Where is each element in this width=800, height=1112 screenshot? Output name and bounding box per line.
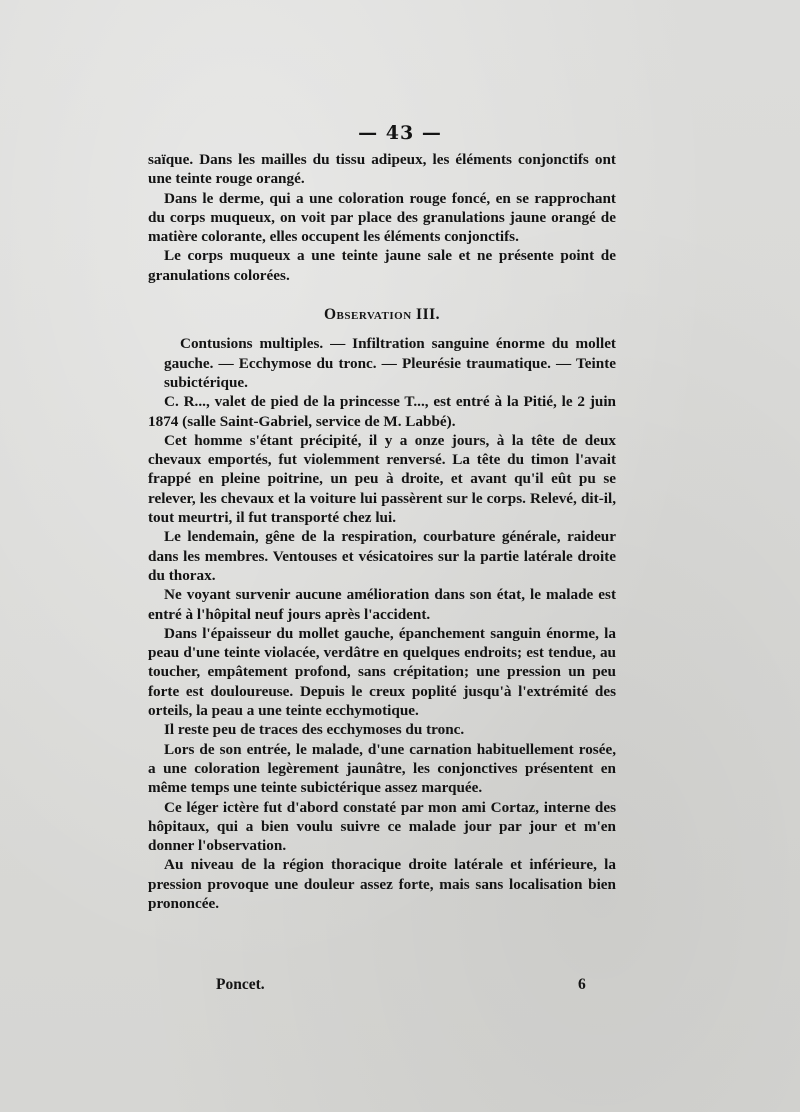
observation-summary: Contusions multiples. — Infiltration sanguine énorme du mollet gauche. — Ecchymose du tronc. — Pleurésie traumatique. — Teinte subictérique. <box>164 335 616 391</box>
paragraph: Le corps muqueux a une teinte jaune sale et ne présente point de granulations colorées. <box>148 247 616 284</box>
paragraph: Le lendemain, gêne de la respiration, courbature générale, raideur dans les membres. Ventouses et vésicatoires sur la partie latérale droite du thorax. <box>148 528 616 584</box>
paragraph: saïque. Dans les mailles du tissu adipeux, les éléments conjonctifs ont une teinte rouge orangé. <box>148 151 616 188</box>
paragraph: Cet homme s'étant précipité, il y a onze jours, à la tête de deux chevaux emportés, fut violemment renversé. La tête du timon l'avait frappé en pleine poitrine, un peu à droite, et avant qu'il eût pu se relever, les chevaux et la voiture lui passèrent sur le corps. Relevé, dit-il, tout meurtri, il fut transporté chez lui. <box>148 431 616 527</box>
paragraph: Dans l'épaisseur du mollet gauche, épanchement sanguin énorme, la peau d'une teinte violacée, verdâtre en quelques endroits; est tendue, au toucher, empâtement profond, sans crépitation; une pression un peu forte est douloureuse. Depuis le creux poplité jusqu'à l'extrémité des orteils, la peau a une teinte ecchymotique. <box>148 624 616 720</box>
observation-heading: Observation III. <box>323 306 441 324</box>
paragraph: Ce léger ictère fut d'abord constaté par mon ami Cortaz, interne des hôpitaux, qui a bien voulu suivre ce malade jour par jour et m'en donner l'observation. <box>148 798 616 855</box>
author-name: Poncet. <box>216 976 265 993</box>
page-number: — 43 — <box>358 122 442 144</box>
paragraph: Dans le derme, qui a une coloration rouge foncé, en se rapprochant du corps muqueux, on voit par place des granulations jaune orangé de matière colorante, elles occupent les éléments conjonctifs. <box>148 189 616 246</box>
paragraph: Ne voyant survenir aucune amélioration dans son état, le malade est entré à l'hôpital neuf jours après l'accident. <box>148 586 616 623</box>
paragraph: C. R..., valet de pied de la princesse T..., est entré à la Pitié, le 2 juin 1874 (salle Saint-Gabriel, service de M. Labbé). <box>148 393 616 430</box>
signature-mark: 6 <box>578 976 586 993</box>
paragraph: Au niveau de la région thoracique droite latérale et inférieure, la pression provoque une douleur assez forte, mais sans localisation bien prononcée. <box>148 856 616 912</box>
body-text <box>148 150 616 913</box>
paragraph: Lors de son entrée, le malade, d'une carnation habituellement rosée, a une coloration legèrement jaunâtre, les conjonctives présentent en même temps une teinte subictérique assez marquée. <box>148 740 616 797</box>
paragraph: Il reste peu de traces des ecchymoses du tronc. <box>164 721 465 739</box>
